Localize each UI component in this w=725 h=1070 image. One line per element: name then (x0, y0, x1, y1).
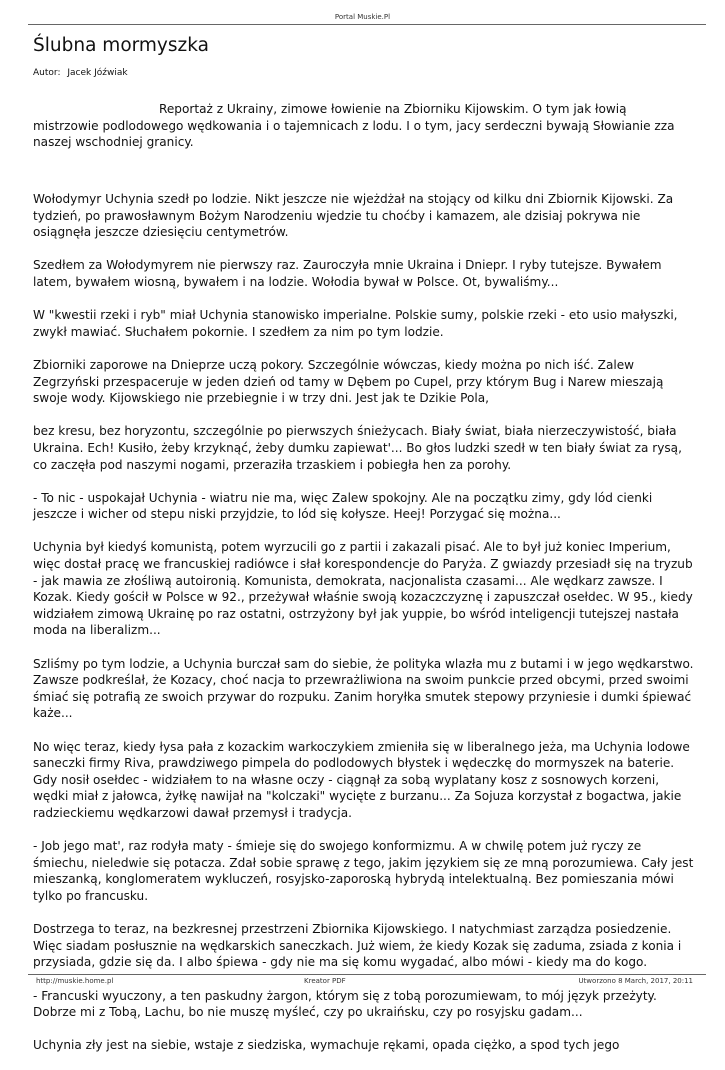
article-paragraph: Wołodymyr Uchynia szedł po lodzie. Nikt jeszcze nie wjeżdżał na stojący od kilku dni Zbiornik Kijowski. Za tydzień, po prawosławnym Bożym Narodzeniu wjedzie tu choćby i kamazem, ale dzisiaj pokrywa nie osiągnęła jeszcze dziesięciu centymetrów. (33, 192, 674, 240)
article-paragraph: - Francuski wyuczony, a ten paskudny żargon, którym się z tobą porozumiewam, to mój język przeżyty. Dobrze mi z Tobą, Lachu, bo nie muszę myśleć, czy po ukraińsku, czy po rosyjsku gadam... (33, 988, 657, 1020)
article-paragraph: W "kwestii rzeki i ryb" miał Uchynia stanowisko imperialne. Polskie sumy, polskie rzeki - eto usio małyszki, zwykł mawiać. Słuchałem pokornie. I szedłem za nim po tym lodzie. (33, 308, 678, 339)
article-paragraph: - Job jego mat', raz rodyła maty - śmieje się do swojego konformizmu. A w chwilę potem już ryczy ze śmiechu, nieledwie się potacza. Zdał sobie sprawę z tego, jakim językiem się ze mną porozumiewa. Cały jest mieszanką, konglomeratem wykluczeń, rosyjsko-zaporoską hybrydą intelektualną. Bez pomieszania mówi tylko po francusku. (33, 839, 694, 903)
article-paragraph: Szliśmy po tym lodzie, a Uchynia burczał sam do siebie, że polityka wlazła mu z butami i w jego wędkarstwo. Zawsze podkreślał, że Kozacy, choć nacja to przewrażliwiona na swoim punkcie przed obcymi, przed swoimi śmiać się potrafią ze swoich przywar do rozpuku. Zanim horyłka smutek stepowy przyniesie i dumki śpiewać każe... (33, 656, 694, 721)
article-author (33, 68, 132, 78)
page-header-site: Portal Muskie.Pl (334, 13, 391, 21)
lead-text: Reportaż z Ukrainy, zimowe łowienie na Zbiorniku Kijowskim. O tym jak łowią mistrzowie podlodowego wędkowania i o tajemnicach z lodu. I o tym, jacy serdeczni bywają Słowianie zza naszej wschodniej granicy. (33, 102, 675, 149)
article-lead (33, 101, 693, 151)
footer-url: http://muskie.home.pl (36, 977, 114, 985)
article-paragraph: Uchynia zły jest na siebie, wstaje z siedziska, wymachuje rękami, opada ciężko, a spod tych jego (33, 1038, 620, 1053)
article-paragraph: Uchynia był kiedyś komunistą, potem wyrzucili go z partii i zakazali pisać. Ale to był już koniec Imperium, więc dostał pracę we francuskiej radiówce i słał korespondencje do Paryża. Z gwiazdy przesiadł się na tryzub - jak mawia ze złośliwą autoironią. Komunista, demokrata, nacjonalista czasami... Ale wędkarz zawsze. I Kozak. Kiedy gościł w Polsce w 92., przeżywał właśnie swoją kozaczczyznę i zapuszczał osełdec. W 95., kiedy widziałem zimową Ukrainę po raz ostatni, ostrzyżony był jak yuppie, bo wśród inteligencji tutejszej nastała moda na liberalizm... (33, 540, 693, 638)
article-paragraph: Dostrzega to teraz, na bezkresnej przestrzeni Zbiornika Kijowskiego. I natychmiast zarządza posiedzenie. Więc siadam posłusznie na wędkarskich saneczkach. Już wiem, że kiedy Kozak się zaduma, zsiada z konia i przysiada, gdzie się da. I albo śpiewa - gdy nie ma się komu wygadać, albo mówi - kiedy ma do kogo. (33, 922, 682, 970)
footer-created: Utworzono 8 March, 2017, 20:11 (578, 977, 693, 985)
article-paragraph: Zbiorniki zaporowe na Dnieprze uczą pokory. Szczególnie wówczas, kiedy można po nich iść. Zalew Zegrzyński przespaceruje w jeden dzień od tamy w Dębem po Cupel, przy którym Bug i Narew mieszają swoje wody. Kijowskiego nie przebiegnie i w trzy dni. Jest jak te Dzikie Pola, (33, 357, 664, 406)
footer-generator: Kreator PDF (304, 977, 346, 985)
article-body (33, 191, 697, 1070)
article-title: Ślubna mormyszka (33, 35, 209, 56)
footer-divider (28, 974, 706, 975)
header-divider (28, 24, 706, 25)
article-paragraph: - To nic - uspokajał Uchynia - wiatru nie ma, więc Zalew spokojny. Ale na początku zimy, gdy lód cienki jeszcze i wicher od stepu niski przyjdzie, to lód się kołysze. Heej! Porzygać się można... (33, 490, 653, 522)
article-paragraph: Szedłem za Wołodymyrem nie pierwszy raz. Zauroczyła mnie Ukraina i Dniepr. I ryby tutejsze. Bywałem latem, bywałem wiosną, bywałem i na lodzie. Wołodia bywał w Polsce. Ot, bywaliśmy... (33, 258, 662, 289)
author-label: Autor: (33, 68, 61, 78)
article-paragraph: No więc teraz, kiedy łysa pała z kozackim warkoczykiem zmieniła się w liberalnego jeża, ma Uchynia lodowe saneczki firmy Riva, prawdziwego pimpela do podlodowych błystek i wędeczkę do mormyszek na baterie. Gdy nosił osełdec - widziałem to na własne oczy - ciągnął za sobą wyplatany kosz z sosnowych korzeni, wędki miał z jałowca, żyłkę nawijał na "kolczaki" wycięte z burzanu... Za Sojuza korzystał z bogactwa, jakie radzieckiemu wędkarzowi dawał przemysł i tradycja. (33, 739, 690, 820)
author-name: Jacek Jóźwiak (67, 68, 128, 78)
article-paragraph: bez kresu, bez horyzontu, szczególnie po pierwszych śnieżycach. Biały świat, biała nierzeczywistość, biała Ukraina. Ech! Kusiło, żeby krzyknąć, żeby dumku zapiewat'... Bo głos ludzki szedł w ten biały świat za rysą, co zaczęła pod naszymi nogami, przeraziła trzaskiem i pobiegła hen za porohy. (33, 424, 682, 472)
